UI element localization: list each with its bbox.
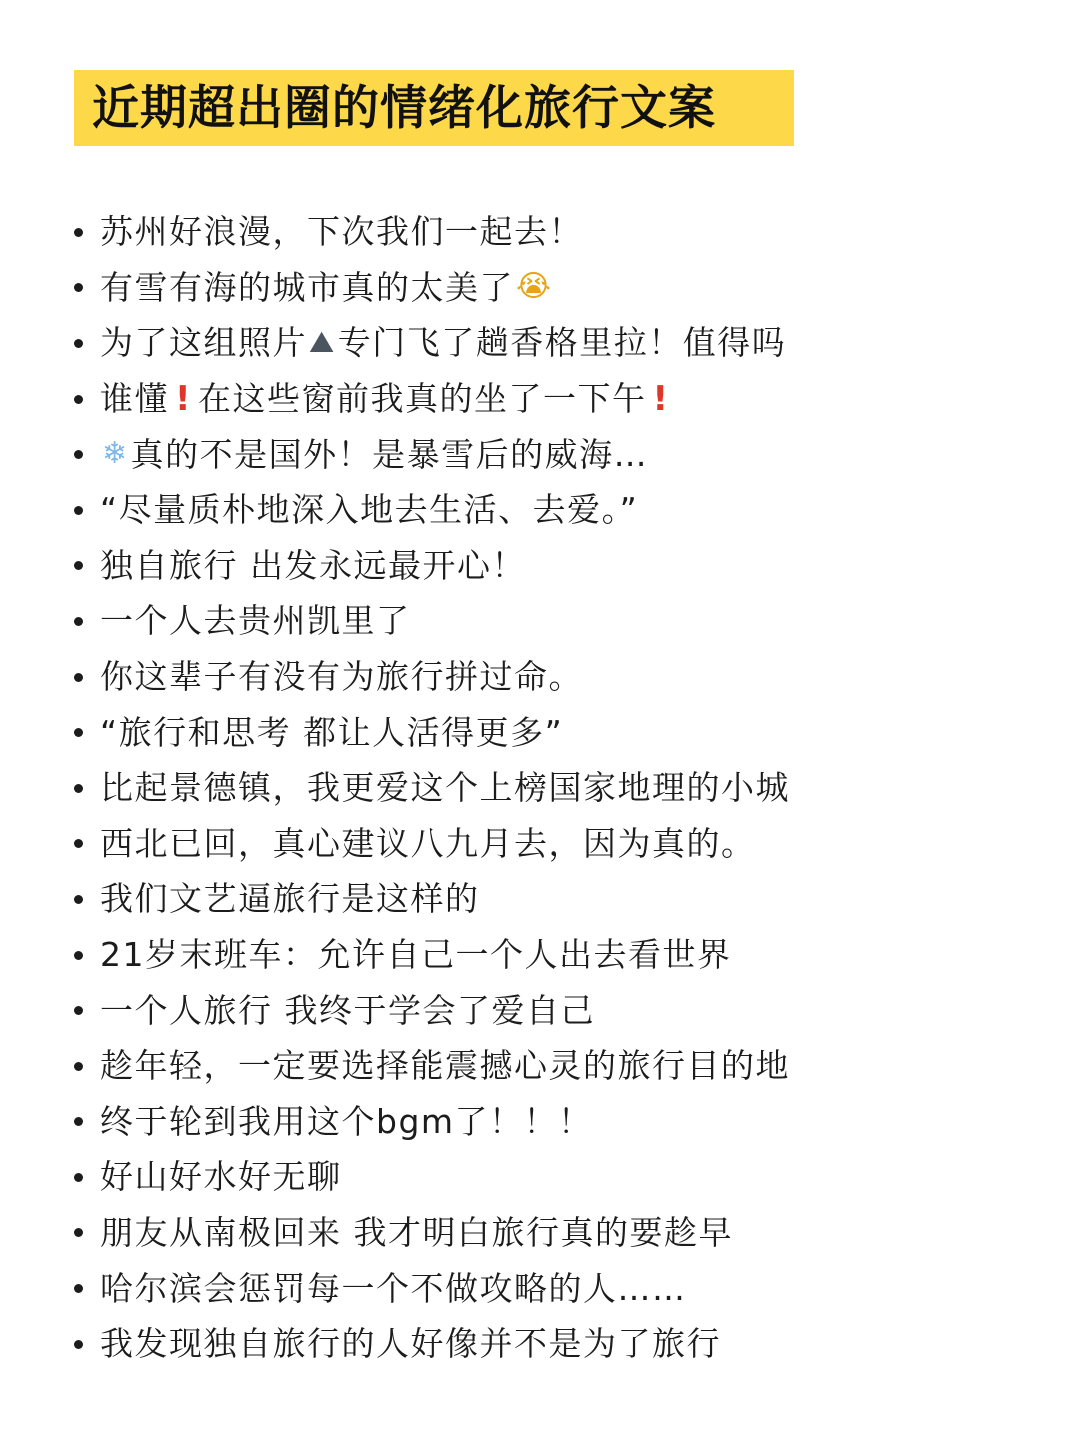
- bullet-icon: [74, 395, 83, 404]
- list-item: [66, 371, 1046, 427]
- list-item: [66, 871, 1046, 927]
- bullet-icon: [74, 617, 83, 626]
- list-item-text: 谁懂: [100, 379, 169, 419]
- list-item-text: 为了这组照片: [100, 323, 307, 363]
- list-item-text: 苏州好浪漫，下次我们一起去！: [100, 212, 583, 252]
- bullet-icon: [74, 561, 83, 570]
- list-item-text: “尽量质朴地深入地去生活、去爱。”: [100, 490, 639, 530]
- list-item: [66, 315, 1046, 371]
- bullet-icon: [74, 339, 83, 348]
- list-item-text: 我们文艺逼旅行是这样的: [100, 879, 480, 919]
- list-item: [66, 1205, 1046, 1261]
- list-item-text: 一个人旅行 我终于学会了爱自己: [100, 990, 595, 1030]
- list-item: [66, 1038, 1046, 1094]
- bullet-icon: [74, 1006, 83, 1015]
- red-exclamation-icon: !: [652, 378, 670, 419]
- snowflake-icon: ❄: [102, 436, 129, 472]
- crying-face-icon: 😭: [516, 269, 553, 305]
- bullet-icon: [74, 1117, 83, 1126]
- list-item: [66, 482, 1046, 538]
- list-item: [66, 927, 1046, 983]
- list-item-text: 你这辈子有没有为旅行拼过命。: [100, 657, 583, 697]
- list-item: [66, 760, 1046, 816]
- bullet-icon: [74, 283, 83, 292]
- list-item: [66, 204, 1046, 260]
- bullet-icon: [74, 450, 83, 459]
- list-item: [66, 426, 1046, 482]
- list-item-text: 专门飞了趟香格里拉！值得吗: [337, 323, 787, 363]
- list-item: [66, 1260, 1046, 1316]
- list-item-text: 21岁末班车：允许自己一个人出去看世界: [100, 935, 732, 975]
- list-item-text: 在这些窗前我真的坐了一下午: [198, 379, 647, 419]
- bullet-icon: [74, 1284, 83, 1293]
- list-item: [66, 593, 1046, 649]
- bullet-icon: [74, 951, 83, 960]
- list-item: [66, 649, 1046, 705]
- list-item-text: 终于轮到我用这个bgm了！！！: [100, 1101, 593, 1141]
- bullet-icon: [74, 895, 83, 904]
- list-item-text: 朋友从南极回来 我才明白旅行真的要趁早: [100, 1212, 733, 1252]
- list-item-text: 比起景德镇，我更爱这个上榜国家地理的小城: [100, 768, 790, 808]
- bullet-icon: [74, 728, 83, 737]
- caption-list: [66, 204, 1046, 1371]
- list-item-text: 趁年轻，一定要选择能震撼心灵的旅行目的地: [100, 1046, 790, 1086]
- list-item: [66, 1316, 1046, 1372]
- list-item-text: 独自旅行 出发永远最开心！: [100, 545, 526, 585]
- bullet-icon: [74, 784, 83, 793]
- list-item-text: 有雪有海的城市真的太美了: [100, 267, 514, 307]
- list-item-text: 一个人去贵州凯里了: [100, 601, 411, 641]
- bullet-icon: [74, 1228, 83, 1237]
- bullet-icon: [74, 673, 83, 682]
- red-exclamation-icon: !: [175, 378, 193, 419]
- bullet-icon: [74, 1062, 83, 1071]
- list-item-text: 哈尔滨会惩罚每一个不做攻略的人……: [100, 1268, 687, 1308]
- list-item: [66, 704, 1046, 760]
- bullet-icon: [74, 506, 83, 515]
- list-item: [66, 260, 1046, 316]
- bullet-icon: [74, 1173, 83, 1182]
- list-item-text: 我发现独自旅行的人好像并不是为了旅行: [100, 1324, 721, 1364]
- list-item: [66, 982, 1046, 1038]
- bullet-icon: [74, 839, 83, 848]
- list-item: [66, 816, 1046, 872]
- list-item: [66, 1149, 1046, 1205]
- bullet-icon: [74, 1340, 83, 1349]
- mountain-icon: ⛰: [309, 324, 336, 360]
- list-item-text: 真的不是国外！是暴雪后的威海…: [130, 434, 649, 474]
- list-item: [66, 538, 1046, 594]
- title-highlight: [74, 70, 794, 146]
- list-item-text: “旅行和思考 都让人活得更多”: [100, 712, 564, 752]
- bullet-icon: [74, 228, 83, 237]
- list-item-text: 西北已回，真心建议八九月去，因为真的。: [100, 823, 756, 863]
- list-item-text: 好山好水好无聊: [100, 1157, 342, 1197]
- list-item: [66, 1094, 1046, 1150]
- page-title: 近期超出圈的情绪化旅行文案: [92, 80, 716, 136]
